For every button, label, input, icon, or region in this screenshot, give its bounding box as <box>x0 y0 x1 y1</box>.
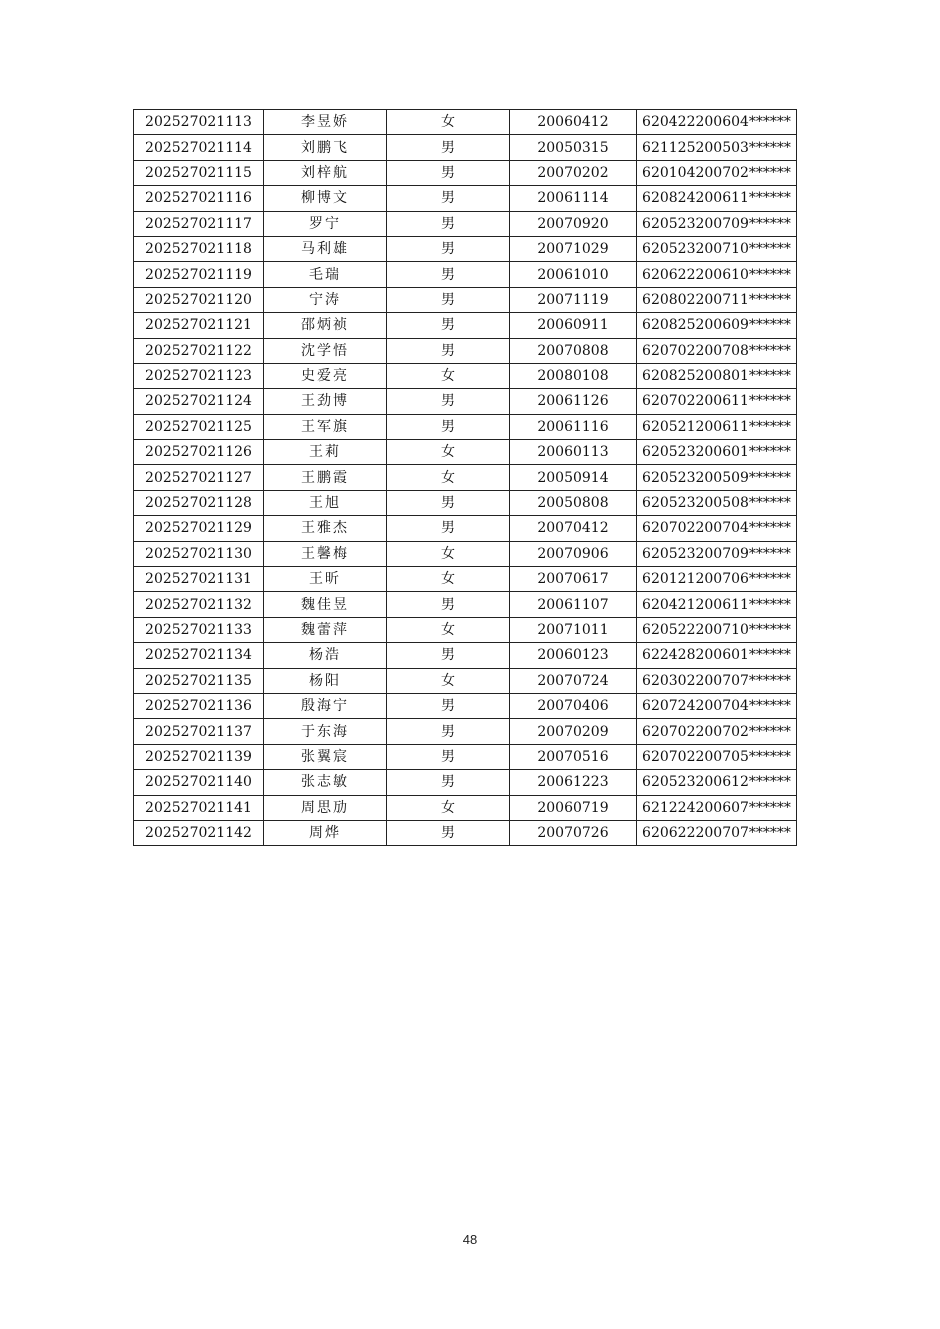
id-number-cell: 620724200704****** <box>637 693 797 718</box>
table-row <box>134 414 797 439</box>
student-id-cell: 202527021118 <box>134 236 264 261</box>
student-id-cell: 202527021130 <box>134 541 264 566</box>
table-row <box>134 820 797 845</box>
table-row <box>134 389 797 414</box>
student-id-cell: 202527021131 <box>134 567 264 592</box>
gender-cell: 男 <box>387 820 510 845</box>
id-number-cell: 620523200612****** <box>637 770 797 795</box>
id-number-cell: 620825200609****** <box>637 313 797 338</box>
birth-date-cell: 20071011 <box>510 617 637 642</box>
student-id-cell: 202527021128 <box>134 490 264 515</box>
birth-date-cell: 20061010 <box>510 262 637 287</box>
id-number-cell: 622428200601****** <box>637 643 797 668</box>
gender-cell: 男 <box>387 287 510 312</box>
student-id-cell: 202527021120 <box>134 287 264 312</box>
id-number-cell: 620422200604****** <box>637 110 797 135</box>
student-name-cell: 刘鹏飞 <box>264 135 387 160</box>
birth-date-cell: 20050808 <box>510 490 637 515</box>
id-number-cell: 620622200707****** <box>637 820 797 845</box>
table-row <box>134 236 797 261</box>
table-row <box>134 338 797 363</box>
birth-date-cell: 20070516 <box>510 744 637 769</box>
student-name-cell: 魏蕾萍 <box>264 617 387 642</box>
birth-date-cell: 20070412 <box>510 516 637 541</box>
student-name-cell: 魏佳昱 <box>264 592 387 617</box>
birth-date-cell: 20070808 <box>510 338 637 363</box>
birth-date-cell: 20071029 <box>510 236 637 261</box>
student-name-cell: 王军旗 <box>264 414 387 439</box>
id-number-cell: 620523200710****** <box>637 236 797 261</box>
student-name-cell: 王莉 <box>264 440 387 465</box>
id-number-cell: 620802200711****** <box>637 287 797 312</box>
gender-cell: 女 <box>387 363 510 388</box>
student-id-cell: 202527021137 <box>134 719 264 744</box>
birth-date-cell: 20050315 <box>510 135 637 160</box>
id-number-cell: 620825200801****** <box>637 363 797 388</box>
gender-cell: 女 <box>387 668 510 693</box>
id-number-cell: 621125200503****** <box>637 135 797 160</box>
gender-cell: 男 <box>387 135 510 160</box>
student-name-cell: 杨浩 <box>264 643 387 668</box>
table-row <box>134 744 797 769</box>
student-name-cell: 王昕 <box>264 567 387 592</box>
gender-cell: 男 <box>387 186 510 211</box>
id-number-cell: 620523200508****** <box>637 490 797 515</box>
table-row <box>134 262 797 287</box>
birth-date-cell: 20050914 <box>510 465 637 490</box>
id-number-cell: 620702200705****** <box>637 744 797 769</box>
id-number-cell: 620302200707****** <box>637 668 797 693</box>
table-row <box>134 186 797 211</box>
student-id-cell: 202527021134 <box>134 643 264 668</box>
gender-cell: 男 <box>387 313 510 338</box>
table-row <box>134 490 797 515</box>
id-number-cell: 620521200611****** <box>637 414 797 439</box>
birth-date-cell: 20071119 <box>510 287 637 312</box>
gender-cell: 男 <box>387 770 510 795</box>
gender-cell: 男 <box>387 160 510 185</box>
gender-cell: 男 <box>387 338 510 363</box>
gender-cell: 女 <box>387 541 510 566</box>
student-name-cell: 张翼宸 <box>264 744 387 769</box>
student-name-cell: 杨阳 <box>264 668 387 693</box>
student-name-cell: 罗宁 <box>264 211 387 236</box>
gender-cell: 男 <box>387 719 510 744</box>
table-row <box>134 719 797 744</box>
table-row <box>134 567 797 592</box>
student-name-cell: 沈学悟 <box>264 338 387 363</box>
student-name-cell: 王馨梅 <box>264 541 387 566</box>
table-row <box>134 465 797 490</box>
birth-date-cell: 20060113 <box>510 440 637 465</box>
student-name-cell: 马利雄 <box>264 236 387 261</box>
student-id-cell: 202527021125 <box>134 414 264 439</box>
id-number-cell: 620702200708****** <box>637 338 797 363</box>
birth-date-cell: 20060412 <box>510 110 637 135</box>
student-name-cell: 张志敏 <box>264 770 387 795</box>
gender-cell: 男 <box>387 744 510 769</box>
table-row <box>134 160 797 185</box>
student-id-cell: 202527021116 <box>134 186 264 211</box>
student-id-cell: 202527021127 <box>134 465 264 490</box>
table-row <box>134 693 797 718</box>
birth-date-cell: 20061114 <box>510 186 637 211</box>
birth-date-cell: 20061107 <box>510 592 637 617</box>
birth-date-cell: 20061116 <box>510 414 637 439</box>
student-id-cell: 202527021123 <box>134 363 264 388</box>
id-number-cell: 620104200702****** <box>637 160 797 185</box>
student-roster-table <box>133 109 797 846</box>
table-row <box>134 516 797 541</box>
student-id-cell: 202527021119 <box>134 262 264 287</box>
gender-cell: 男 <box>387 592 510 617</box>
student-id-cell: 202527021117 <box>134 211 264 236</box>
table-row <box>134 541 797 566</box>
birth-date-cell: 20070726 <box>510 820 637 845</box>
student-id-cell: 202527021122 <box>134 338 264 363</box>
id-number-cell: 621224200607****** <box>637 795 797 820</box>
gender-cell: 女 <box>387 110 510 135</box>
student-name-cell: 宁涛 <box>264 287 387 312</box>
table-row <box>134 313 797 338</box>
gender-cell: 男 <box>387 516 510 541</box>
student-id-cell: 202527021129 <box>134 516 264 541</box>
student-name-cell: 王旭 <box>264 490 387 515</box>
id-number-cell: 620702200702****** <box>637 719 797 744</box>
student-name-cell: 柳博文 <box>264 186 387 211</box>
student-id-cell: 202527021113 <box>134 110 264 135</box>
id-number-cell: 620421200611****** <box>637 592 797 617</box>
id-number-cell: 620622200610****** <box>637 262 797 287</box>
id-number-cell: 620523200709****** <box>637 211 797 236</box>
birth-date-cell: 20070202 <box>510 160 637 185</box>
table-row <box>134 668 797 693</box>
student-id-cell: 202527021142 <box>134 820 264 845</box>
student-name-cell: 李昱娇 <box>264 110 387 135</box>
gender-cell: 男 <box>387 262 510 287</box>
birth-date-cell: 20061223 <box>510 770 637 795</box>
table-row <box>134 795 797 820</box>
table-row <box>134 770 797 795</box>
birth-date-cell: 20070406 <box>510 693 637 718</box>
id-number-cell: 620523200601****** <box>637 440 797 465</box>
student-id-cell: 202527021139 <box>134 744 264 769</box>
birth-date-cell: 20080108 <box>510 363 637 388</box>
student-id-cell: 202527021132 <box>134 592 264 617</box>
student-id-cell: 202527021126 <box>134 440 264 465</box>
student-id-cell: 202527021136 <box>134 693 264 718</box>
student-name-cell: 邵炳祯 <box>264 313 387 338</box>
page-number: 48 <box>462 1232 478 1247</box>
birth-date-cell: 20070617 <box>510 567 637 592</box>
birth-date-cell: 20070209 <box>510 719 637 744</box>
id-number-cell: 620702200611****** <box>637 389 797 414</box>
student-name-cell: 王劲博 <box>264 389 387 414</box>
birth-date-cell: 20070906 <box>510 541 637 566</box>
birth-date-cell: 20061126 <box>510 389 637 414</box>
student-name-cell: 殷海宁 <box>264 693 387 718</box>
gender-cell: 女 <box>387 440 510 465</box>
student-name-cell: 周烨 <box>264 820 387 845</box>
student-id-cell: 202527021124 <box>134 389 264 414</box>
student-name-cell: 王雅杰 <box>264 516 387 541</box>
student-id-cell: 202527021114 <box>134 135 264 160</box>
student-id-cell: 202527021121 <box>134 313 264 338</box>
gender-cell: 女 <box>387 567 510 592</box>
student-id-cell: 202527021133 <box>134 617 264 642</box>
id-number-cell: 620523200709****** <box>637 541 797 566</box>
student-id-cell: 202527021140 <box>134 770 264 795</box>
table-row <box>134 287 797 312</box>
table-row <box>134 110 797 135</box>
id-number-cell: 620121200706****** <box>637 567 797 592</box>
gender-cell: 男 <box>387 643 510 668</box>
student-name-cell: 史爱亮 <box>264 363 387 388</box>
id-number-cell: 620702200704****** <box>637 516 797 541</box>
table-row <box>134 617 797 642</box>
table-row <box>134 211 797 236</box>
gender-cell: 女 <box>387 795 510 820</box>
table-row <box>134 592 797 617</box>
gender-cell: 男 <box>387 414 510 439</box>
student-name-cell: 王鹏霞 <box>264 465 387 490</box>
roster-table-body <box>134 110 797 846</box>
id-number-cell: 620523200509****** <box>637 465 797 490</box>
gender-cell: 男 <box>387 490 510 515</box>
gender-cell: 男 <box>387 389 510 414</box>
table-row <box>134 643 797 668</box>
birth-date-cell: 20070920 <box>510 211 637 236</box>
table-row <box>134 363 797 388</box>
gender-cell: 女 <box>387 617 510 642</box>
birth-date-cell: 20060911 <box>510 313 637 338</box>
birth-date-cell: 20070724 <box>510 668 637 693</box>
gender-cell: 男 <box>387 236 510 261</box>
table-row <box>134 440 797 465</box>
id-number-cell: 620522200710****** <box>637 617 797 642</box>
student-name-cell: 于东海 <box>264 719 387 744</box>
id-number-cell: 620824200611****** <box>637 186 797 211</box>
student-id-cell: 202527021141 <box>134 795 264 820</box>
gender-cell: 女 <box>387 465 510 490</box>
table-row <box>134 135 797 160</box>
student-name-cell: 毛瑞 <box>264 262 387 287</box>
student-id-cell: 202527021115 <box>134 160 264 185</box>
gender-cell: 男 <box>387 211 510 236</box>
student-name-cell: 周思劢 <box>264 795 387 820</box>
birth-date-cell: 20060719 <box>510 795 637 820</box>
student-id-cell: 202527021135 <box>134 668 264 693</box>
birth-date-cell: 20060123 <box>510 643 637 668</box>
student-name-cell: 刘梓航 <box>264 160 387 185</box>
gender-cell: 男 <box>387 693 510 718</box>
